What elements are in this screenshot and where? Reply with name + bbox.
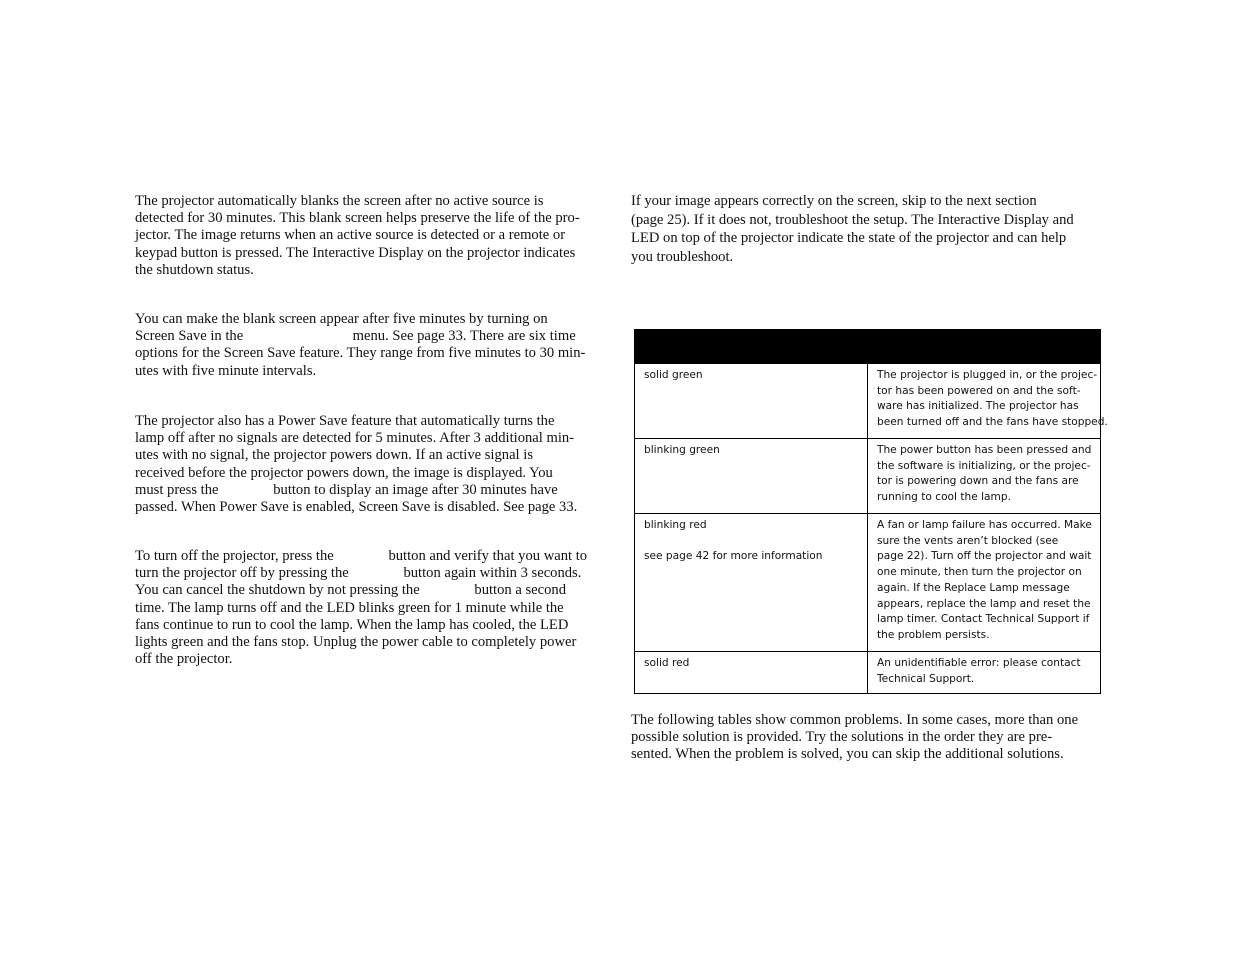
text-line: The projector automatically blanks the screen after no active source is — [135, 193, 544, 209]
text-line: utes with no signal, the projector powers down. If an active signal is — [135, 447, 533, 464]
cell-text: tor is powering down and the fans are — [877, 475, 1079, 488]
cell-text: one minute, then turn the projector on — [877, 566, 1082, 579]
text-line: lamp off after no signals are detected for 5 minutes. After 3 additional min- — [135, 430, 575, 447]
cell-text — [644, 534, 822, 550]
text-line: You can cancel the shutdown by not pressing the button a second — [135, 582, 566, 599]
led-meaning-cell — [877, 518, 1092, 644]
table-row — [635, 651, 1100, 693]
table-row — [635, 438, 1100, 513]
text-line: fans continue to run to cool the lamp. When the lamp has cooled, the LED — [135, 616, 569, 633]
text-line: keypad button is pressed. The Interactive Display on the projector indicates — [135, 244, 576, 261]
cell-text: An unidentifiable error: please contact — [877, 657, 1081, 669]
led-state-cell — [644, 518, 822, 565]
screen-save-paragraph — [135, 311, 585, 380]
cell-text: blinking red — [644, 519, 707, 531]
led-meaning-cell — [877, 443, 1091, 506]
text-line: you troubleshoot. — [631, 248, 734, 265]
cell-text: blinking green — [644, 444, 720, 456]
text-line: The following tables show common problems. In some cases, more than one — [631, 712, 1079, 728]
text-line: utes with five minute intervals. — [135, 362, 317, 379]
table-row — [635, 363, 1108, 438]
cell-text: sure the vents aren’t blocked (see — [877, 534, 1059, 547]
led-status-table — [634, 329, 1108, 694]
power-save-paragraph — [135, 413, 577, 516]
text-line: If your image appears correctly on the screen, skip to the next section — [631, 193, 1037, 209]
troubleshoot-intro-paragraph — [631, 192, 1074, 266]
text-line: The projector also has a Power Save feature that automatically turns the — [135, 413, 555, 429]
led-meaning-cell — [877, 368, 1108, 431]
cell-text: appears, replace the lamp and reset the — [877, 597, 1091, 610]
text-line: passed. When Power Save is enabled, Screen Save is disabled. See page 33. — [135, 499, 578, 516]
led-meaning-cell — [877, 656, 1081, 687]
cell-text: see page 42 for more information — [644, 550, 823, 563]
text-line: Screen Save in the menu. See page 33. There are six time — [135, 328, 576, 345]
cell-text: The power button has been pressed and — [877, 444, 1092, 456]
led-state-cell — [644, 368, 703, 384]
table-row — [635, 513, 1100, 651]
cell-text: Technical Support. — [877, 672, 975, 685]
led-state-cell — [644, 656, 689, 672]
cell-text: running to cool the lamp. — [877, 491, 1011, 504]
text-line: the shutdown status. — [135, 261, 254, 278]
cell-text: the software is initializing, or the projec- — [877, 459, 1091, 472]
text-line: (page 25). If it does not, troubleshoot the setup. The Interactive Display and — [631, 211, 1074, 228]
text-line: jector. The image returns when an active source is detected or a remote or — [135, 227, 566, 244]
text-line: lights green and the fans stop. Unplug the power cable to completely power — [135, 634, 577, 651]
text-line: possible solution is provided. Try the solutions in the order they are pre- — [631, 729, 1053, 746]
text-line: You can make the blank screen appear after five minutes by turning on — [135, 311, 548, 327]
text-line: To turn off the projector, press the button and verify that you want to — [135, 548, 588, 564]
cell-text: lamp timer. Contact Technical Support if — [877, 613, 1090, 626]
cell-text: A fan or lamp failure has occurred. Make — [877, 519, 1092, 531]
cell-text: ware has initialized. The projector has — [877, 400, 1079, 413]
cell-text: been turned off and the fans have stopped. — [877, 416, 1108, 429]
text-line: received before the projector powers down, the image is displayed. You — [135, 464, 553, 481]
cell-text: solid green — [644, 369, 703, 381]
text-line: time. The lamp turns off and the LED blinks green for 1 minute while the — [135, 599, 564, 616]
common-problems-paragraph — [631, 712, 1078, 764]
text-line: sented. When the problem is solved, you can skip the additional solutions. — [631, 746, 1064, 763]
text-line: turn the projector off by pressing the button again within 3 seconds. — [135, 565, 582, 582]
cell-text: solid red — [644, 657, 690, 669]
text-line: LED on top of the projector indicate the state of the projector and can help — [631, 230, 1067, 247]
cell-text: again. If the Replace Lamp message — [877, 581, 1070, 594]
cell-text: The projector is plugged in, or the projec- — [877, 369, 1098, 381]
text-line: options for the Screen Save feature. They range from five minutes to 30 min- — [135, 345, 586, 362]
text-line: detected for 30 minutes. This blank screen helps preserve the life of the pro- — [135, 210, 580, 227]
led-state-cell — [644, 443, 720, 459]
cell-text: page 22). Turn off the projector and wait — [877, 550, 1092, 563]
cell-text: the problem persists. — [877, 628, 990, 641]
text-line: off the projector. — [135, 651, 233, 668]
cell-text: tor has been powered on and the soft- — [877, 384, 1081, 397]
turn-off-paragraph — [135, 548, 587, 668]
table-header-bar — [635, 330, 1100, 363]
blank-screen-paragraph — [135, 193, 580, 279]
text-line: must press the button to display an image after 30 minutes have — [135, 481, 558, 498]
